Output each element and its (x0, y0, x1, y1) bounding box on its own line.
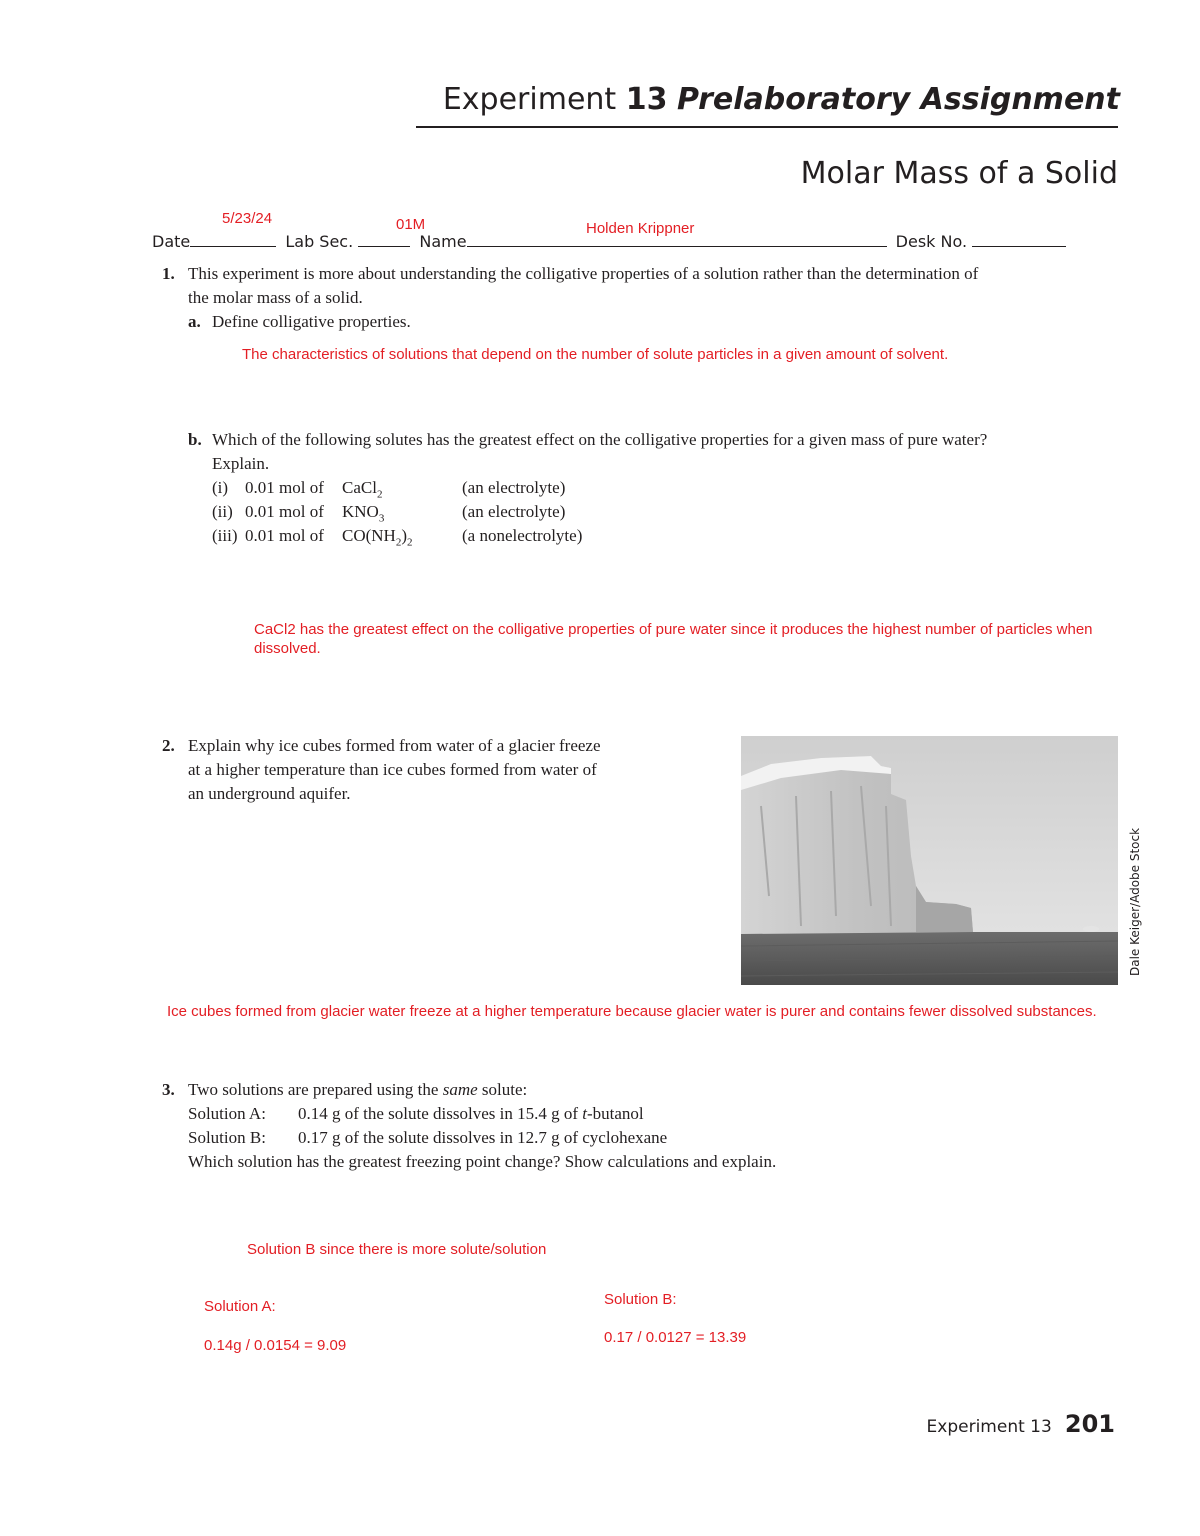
q3-calc-a-label: Solution A: (204, 1298, 276, 1315)
option-row (212, 524, 712, 548)
q2-text-line2: at a higher temperature than ice cubes formed from water of (188, 760, 597, 779)
q2-answer: Ice cubes formed from glacier water freeze at a higher temperature because glacier water is purer and contains fewer dissolved substances. (167, 1003, 1097, 1020)
date-label: Date (152, 232, 191, 251)
option-formula: CaCl$_2$ (342, 478, 383, 501)
q3-solution-a: Solution A: 0.14 g of the solute dissolves in 15.4 g of t-butanol (188, 1104, 644, 1123)
q1b-text (212, 428, 1132, 476)
q3-solution-b: Solution B: 0.17 g of the solute dissolves in 12.7 g of cyclohexane (188, 1128, 668, 1147)
page-footer (800, 1410, 1115, 1438)
q1-text-line1: This experiment is more about understanding the colligative properties of a solution rather than the determination of (188, 264, 979, 283)
option-amount: 0.01 mol of (245, 502, 324, 521)
q1-text-line2: the molar mass of a solid. (188, 288, 363, 307)
date-blank (190, 228, 276, 247)
option-roman: (i) (212, 478, 229, 497)
name-value: Holden Krippner (586, 220, 695, 237)
lab-sec-value: 01M (396, 216, 426, 233)
q1-text (188, 262, 1128, 310)
glacier-photo (741, 736, 1118, 985)
page-subtitle: Molar Mass of a Solid (800, 156, 1118, 191)
option-amount: 0.01 mol of (245, 526, 324, 545)
experiment-title (416, 80, 1120, 120)
q1b-label: b. (188, 430, 202, 449)
q3-text (188, 1078, 1088, 1174)
option-formula: $KNO_3$ (342, 502, 385, 525)
option-row (212, 500, 712, 524)
q1b-answer: CaCl2 has the greatest effect on the colligative properties of pure water since it produces the highest number of particles when dissolved. (254, 621, 1093, 657)
q2-text-line1: Explain why ice cubes formed from water of a glacier freeze (188, 736, 601, 755)
option-note: (an electrolyte) (462, 478, 566, 497)
q2-text (188, 734, 688, 806)
option-note: (an electrolyte) (462, 502, 566, 521)
option-row (212, 476, 712, 500)
lab-sec-blank (358, 228, 410, 247)
q3-calc-a-value: 0.14g / 0.0154 = 9.09 (204, 1337, 347, 1354)
option-note: (a nonelectrolyte) (462, 526, 583, 545)
footer-experiment-label: Experiment 13 (926, 1417, 1052, 1437)
photo-credit: Dale Keiger/Adobe Stock (1128, 827, 1142, 976)
lab-sec-label: Lab Sec. (285, 232, 354, 251)
option-formula: $CO(NH_2)_2$ (342, 526, 413, 549)
desk-blank (972, 228, 1066, 247)
q3-question: Which solution has the greatest freezing point change? Show calculations and explain. (188, 1152, 777, 1171)
header-rule (416, 126, 1118, 128)
option-amount: 0.01 mol of (245, 478, 324, 497)
q2-number: 2. (162, 736, 175, 755)
q1b-options (212, 476, 712, 548)
q3-number: 3. (162, 1080, 175, 1099)
form-line (152, 228, 1122, 253)
q2-text-line3: an underground aquifer. (188, 784, 351, 803)
q1b-text-line2: Explain. (212, 454, 270, 473)
date-value: 5/23/24 (222, 210, 273, 227)
q3-calc-b-label: Solution B: (604, 1291, 677, 1308)
q1-number: 1. (162, 264, 175, 283)
q3-intro: Two solutions are prepared using the same solute: (188, 1080, 528, 1099)
page-number: 201 (1064, 1410, 1115, 1438)
q1a-answer: The characteristics of solutions that depend on the number of solute particles in a given amount of solvent. (242, 346, 949, 363)
experiment-word: Experiment (442, 82, 617, 117)
option-roman: (iii) (212, 526, 238, 545)
name-blank (467, 228, 887, 247)
name-label: Name (419, 232, 467, 251)
q1a-text: Define colligative properties. (212, 312, 411, 331)
q1a-label: a. (188, 312, 201, 331)
experiment-number: 13 (625, 82, 668, 117)
q3-calc-b-value: 0.17 / 0.0127 = 13.39 (604, 1329, 747, 1346)
desk-label: Desk No. (895, 232, 968, 251)
assignment-label: Prelaboratory Assignment (677, 82, 1120, 117)
q1b-text-line1: Which of the following solutes has the greatest effect on the colligative properties for a given mass of pure water? (212, 430, 988, 449)
option-roman: (ii) (212, 502, 233, 521)
q3-answer: Solution B since there is more solute/solution (247, 1241, 547, 1258)
